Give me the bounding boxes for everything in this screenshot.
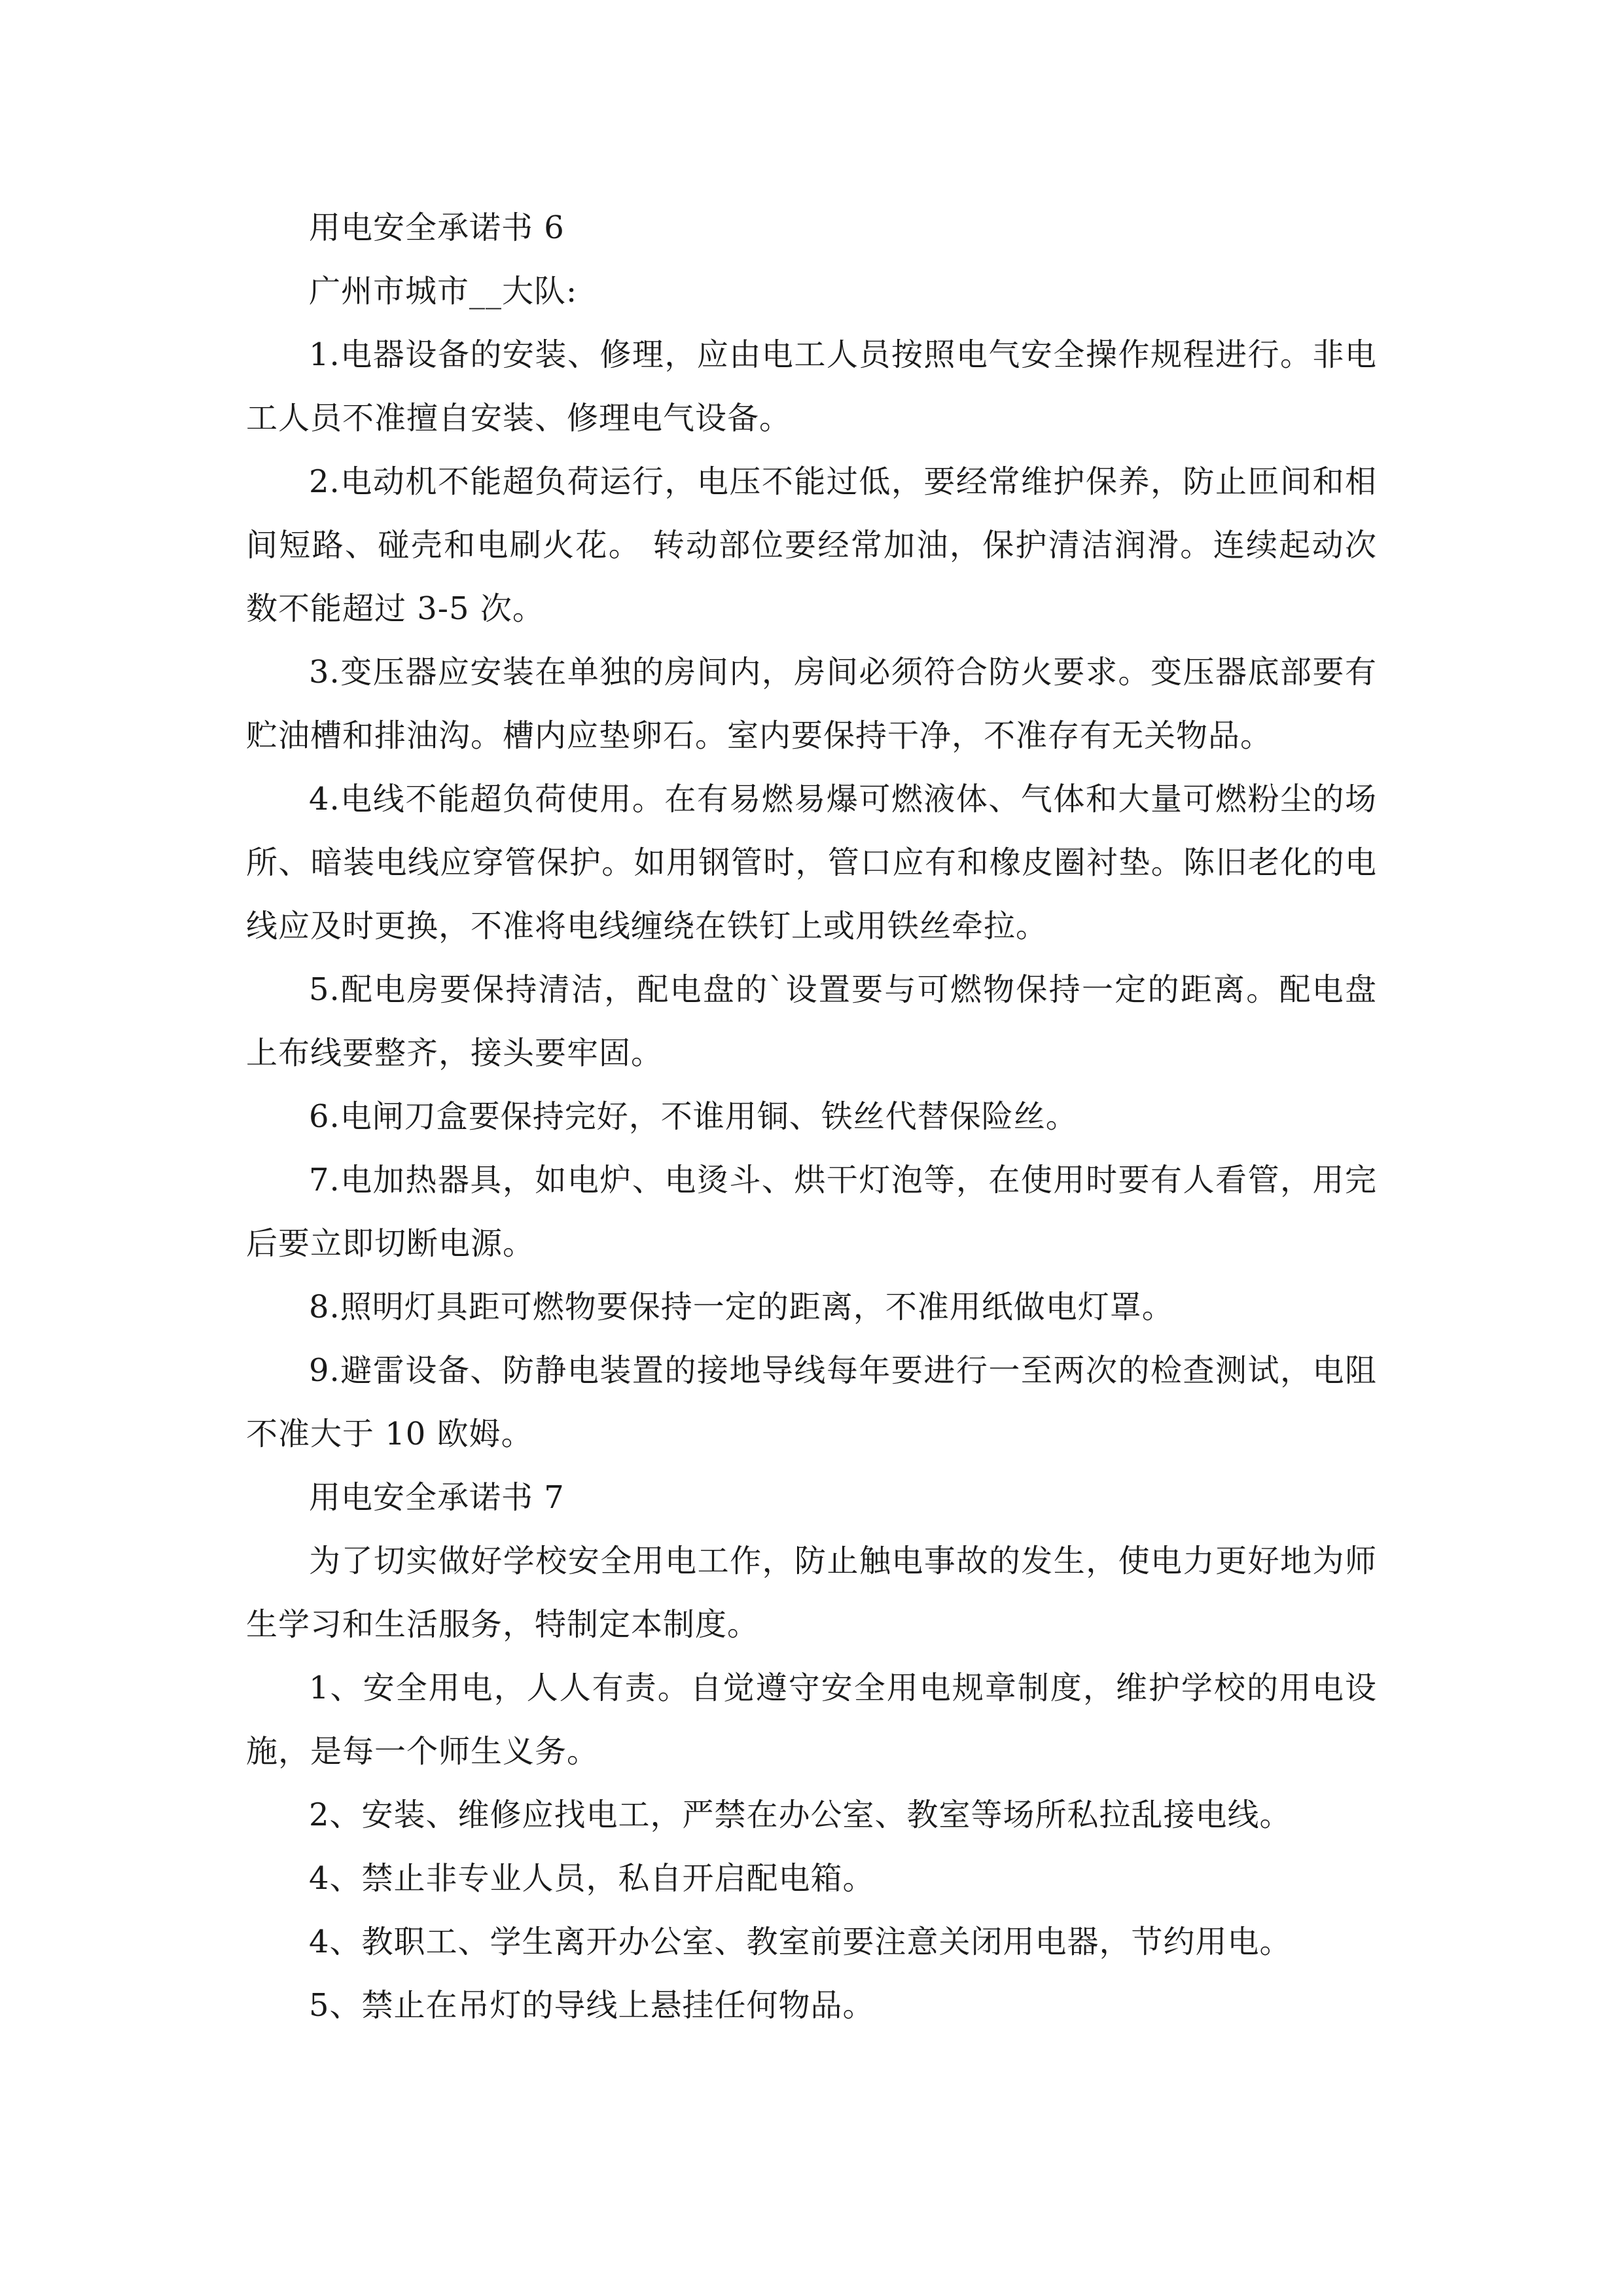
document-body	[246, 196, 1377, 2037]
clause-4: 4.电线不能超负荷使用。在有易燃易爆可燃液体、气体和大量可燃粉尘的场所、暗装电线应穿管保护。如用钢管时，管口应有和橡皮圈衬垫。陈旧老化的电线应及时更换，不准将电线缠绕在铁钉上或用铁丝牵拉。	[246, 781, 1377, 944]
intro-paragraph: 为了切实做好学校安全用电工作，防止触电事故的发生，使电力更好地为师生学习和生活服务，特制定本制度。	[246, 1543, 1377, 1643]
rule-2: 2、安装、维修应找电工，严禁在办公室、教室等场所私拉乱接电线。	[309, 1797, 1292, 1833]
clause-5: 5.配电房要保持清洁，配电盘的`设置要与可燃物保持一定的距离。配电盘上布线要整齐，接头要牢固。	[246, 971, 1377, 1071]
rule-1: 1、安全用电，人人有责。自觉遵守安全用电规章制度，维护学校的用电设施，是每一个师生义务。	[246, 1670, 1377, 1770]
clause-9: 9.避雷设备、防静电装置的接地导线每年要进行一至两次的检查测试，电阻不准大于 10 欧姆。	[246, 1352, 1377, 1452]
clause-8: 8.照明灯具距可燃物要保持一定的距离，不准用纸做电灯罩。	[309, 1289, 1174, 1325]
clause-7: 7.电加热器具，如电炉、电烫斗、烘干灯泡等，在使用时要有人看管，用完后要立即切断电源。	[246, 1162, 1377, 1262]
clause-3: 3.变压器应安装在单独的房间内，房间必须符合防火要求。变压器底部要有贮油槽和排油沟。槽内应垫卵石。室内要保持干净，不准存有无关物品。	[246, 654, 1377, 754]
rule-4a: 4、禁止非专业人员，私自开启配电箱。	[309, 1860, 875, 1897]
clause-6: 6.电闸刀盒要保持完好，不谁用铜、铁丝代替保险丝。	[309, 1098, 1078, 1135]
rule-5: 5、禁止在吊灯的导线上悬挂任何物品。	[309, 1987, 875, 2024]
clause-2: 2.电动机不能超负荷运行，电压不能过低，要经常维护保养，防止匝间和相间短路、碰壳和电刷火花。 转动部位要经常加油，保护清洁润滑。连续起动次数不能超过 3-5 次。	[246, 463, 1377, 627]
section-title-7: 用电安全承诺书 7	[309, 1479, 565, 1516]
clause-1: 1.电器设备的安装、修理，应由电工人员按照电气安全操作规程进行。非电工人员不准擅自安装、修理电气设备。	[246, 336, 1377, 437]
addressee: 广州市城市__大队:	[309, 273, 578, 310]
rule-4b: 4、教职工、学生离开办公室、教室前要注意关闭用电器，节约用电。	[309, 1924, 1292, 1960]
section-title-6: 用电安全承诺书 6	[309, 209, 565, 246]
